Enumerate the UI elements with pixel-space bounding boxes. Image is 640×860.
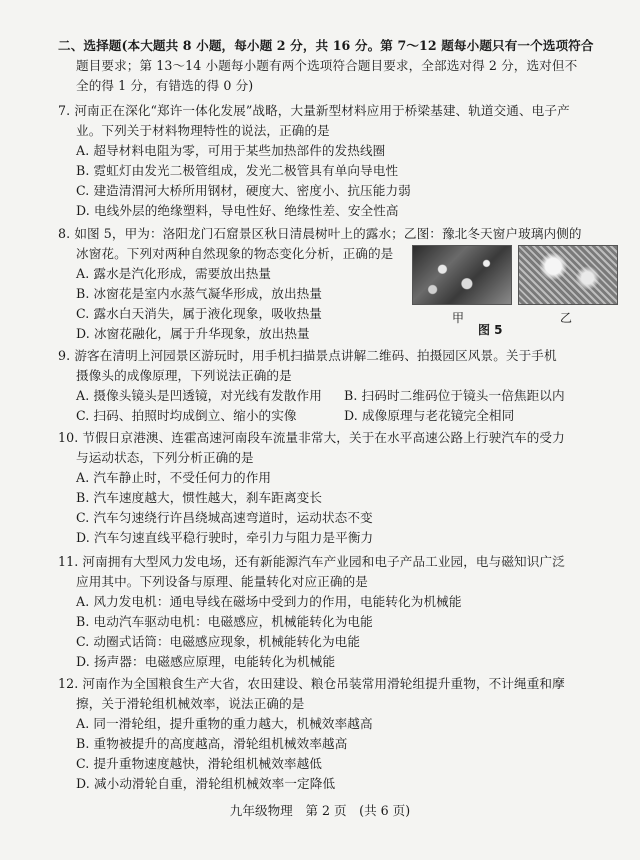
q8-option-a: A. 露水是汽化形成，需要放出热量: [76, 266, 272, 281]
q11-stem-line-1: 11. 河南拥有大型风力发电场，还有新能源汽车产业园和电子产品工业园，电与磁知识广泛: [58, 554, 565, 569]
q11-option-a: A. 风力发电机：通电导线在磁场中受到力的作用，电能转化为机械能: [76, 594, 462, 609]
frost-photo: [518, 245, 618, 305]
q12-stem-line-1: 12. 河南作为全国粮食生产大省，农田建设、粮仓吊装常用滑轮组提升重物，不计绳重和摩: [58, 676, 565, 691]
q9-option-b: B. 扫码时二维码位于镜头一倍焦距以内: [344, 388, 565, 403]
q9-option-a: A. 摄像头镜头是凹透镜，对光线有发散作用: [76, 388, 322, 403]
q9-stem-line-1: 9. 游客在清明上河园景区游玩时，用手机扫描景点讲解二维码、拍摄园区风景。关于手机: [58, 348, 557, 363]
q9-stem-line-2: 摄像头的成像原理，下列说法正确的是: [76, 368, 292, 383]
q11-option-d: D. 扬声器：电磁感应原理，电能转化为机械能: [76, 654, 336, 669]
q7-option-d: D. 电线外层的绝缘塑料，导电性好、绝缘性差、安全性高: [76, 203, 399, 218]
q10-stem-line-2: 与运动状态，下列分析正确的是: [76, 450, 254, 465]
section-heading-line-3: 全的得 1 分，有错选的得 0 分): [76, 78, 254, 93]
q7-option-a: A. 超导材料电阻为零，可用于某些加热部件的发热线圈: [76, 143, 386, 158]
q12-option-b: B. 重物被提升的高度越高，滑轮组机械效率越高: [76, 736, 348, 751]
figure-5: [412, 245, 617, 335]
q10-option-d: D. 汽车匀速直线平稳行驶时，牵引力与阻力是平衡力: [76, 530, 374, 545]
q10-option-b: B. 汽车速度越大，惯性越大，刹车距离变长: [76, 490, 323, 505]
figure-label-a: 甲: [452, 311, 465, 325]
q11-option-b: B. 电动汽车驱动电机：电磁感应，机械能转化为电能: [76, 614, 373, 629]
q7-option-c: C. 建造清渭河大桥所用钢材，硬度大、密度小、抗压能力弱: [76, 183, 411, 198]
q12-option-d: D. 减小动滑轮自重，滑轮组机械效率一定降低: [76, 776, 336, 791]
q8-option-c: C. 露水白天消失，属于液化现象，吸收热量: [76, 306, 322, 321]
section-heading-line-1: 二、选择题(本大题共 8 小题，每小题 2 分，共 16 分。第 7～12 题每小题只有一个选项符合: [58, 38, 594, 53]
q8-option-d: D. 冰窗花融化，属于升华现象，放出热量: [76, 326, 310, 341]
figure-caption: 图 5: [478, 323, 503, 337]
q9-option-d: D. 成像原理与老花镜完全相同: [344, 408, 515, 423]
q10-option-c: C. 汽车匀速绕行许昌绕城高速弯道时，运动状态不变: [76, 510, 373, 525]
q7-stem-line-2: 业。下列关于材料物理特性的说法，正确的是: [76, 123, 330, 138]
page-footer: 九年级物理 第 2 页 (共 6 页): [229, 803, 411, 818]
q11-stem-line-2: 应用其中。下列设备与原理、能量转化对应正确的是: [76, 574, 368, 589]
q10-option-a: A. 汽车静止时，不受任何力的作用: [76, 470, 272, 485]
q12-option-c: C. 提升重物速度越快，滑轮组机械效率越低: [76, 756, 322, 771]
dew-photo: [412, 245, 512, 305]
figure-label-b: 乙: [560, 311, 573, 325]
q8-option-b: B. 冰窗花是室内水蒸气凝华形成，放出热量: [76, 286, 323, 301]
q12-option-a: A. 同一滑轮组，提升重物的重力越大，机械效率越高: [76, 716, 373, 731]
q7-option-b: B. 霓虹灯由发光二极管组成，发光二极管具有单向导电性: [76, 163, 399, 178]
q12-stem-line-2: 擦，关于滑轮组机械效率，说法正确的是: [76, 696, 305, 711]
q8-stem-line-1: 8. 如图 5，甲为：洛阳龙门石窟景区秋日清晨树叶上的露水；乙图：豫北冬天窗户玻璃内侧的: [58, 226, 582, 241]
q11-option-c: C. 动圈式话筒：电磁感应现象，机械能转化为电能: [76, 634, 361, 649]
q9-option-c: C. 扫码、拍照时均成倒立、缩小的实像: [76, 408, 297, 423]
section-heading-line-2: 题目要求；第 13～14 小题每小题有两个选项符合题目要求，全部选对得 2 分，选对但不: [76, 58, 578, 73]
q7-stem-line-1: 7. 河南正在深化“郑许一体化发展”战略，大量新型材料应用于桥梁基建、轨道交通、电子产: [58, 103, 570, 118]
q8-stem-line-2: 冰窗花。下列对两种自然现象的物态变化分析，正确的是: [76, 246, 394, 261]
q10-stem-line-1: 10. 节假日京港澳、连霍高速河南段车流量非常大，关于在水平高速公路上行驶汽车的受力: [58, 430, 565, 445]
